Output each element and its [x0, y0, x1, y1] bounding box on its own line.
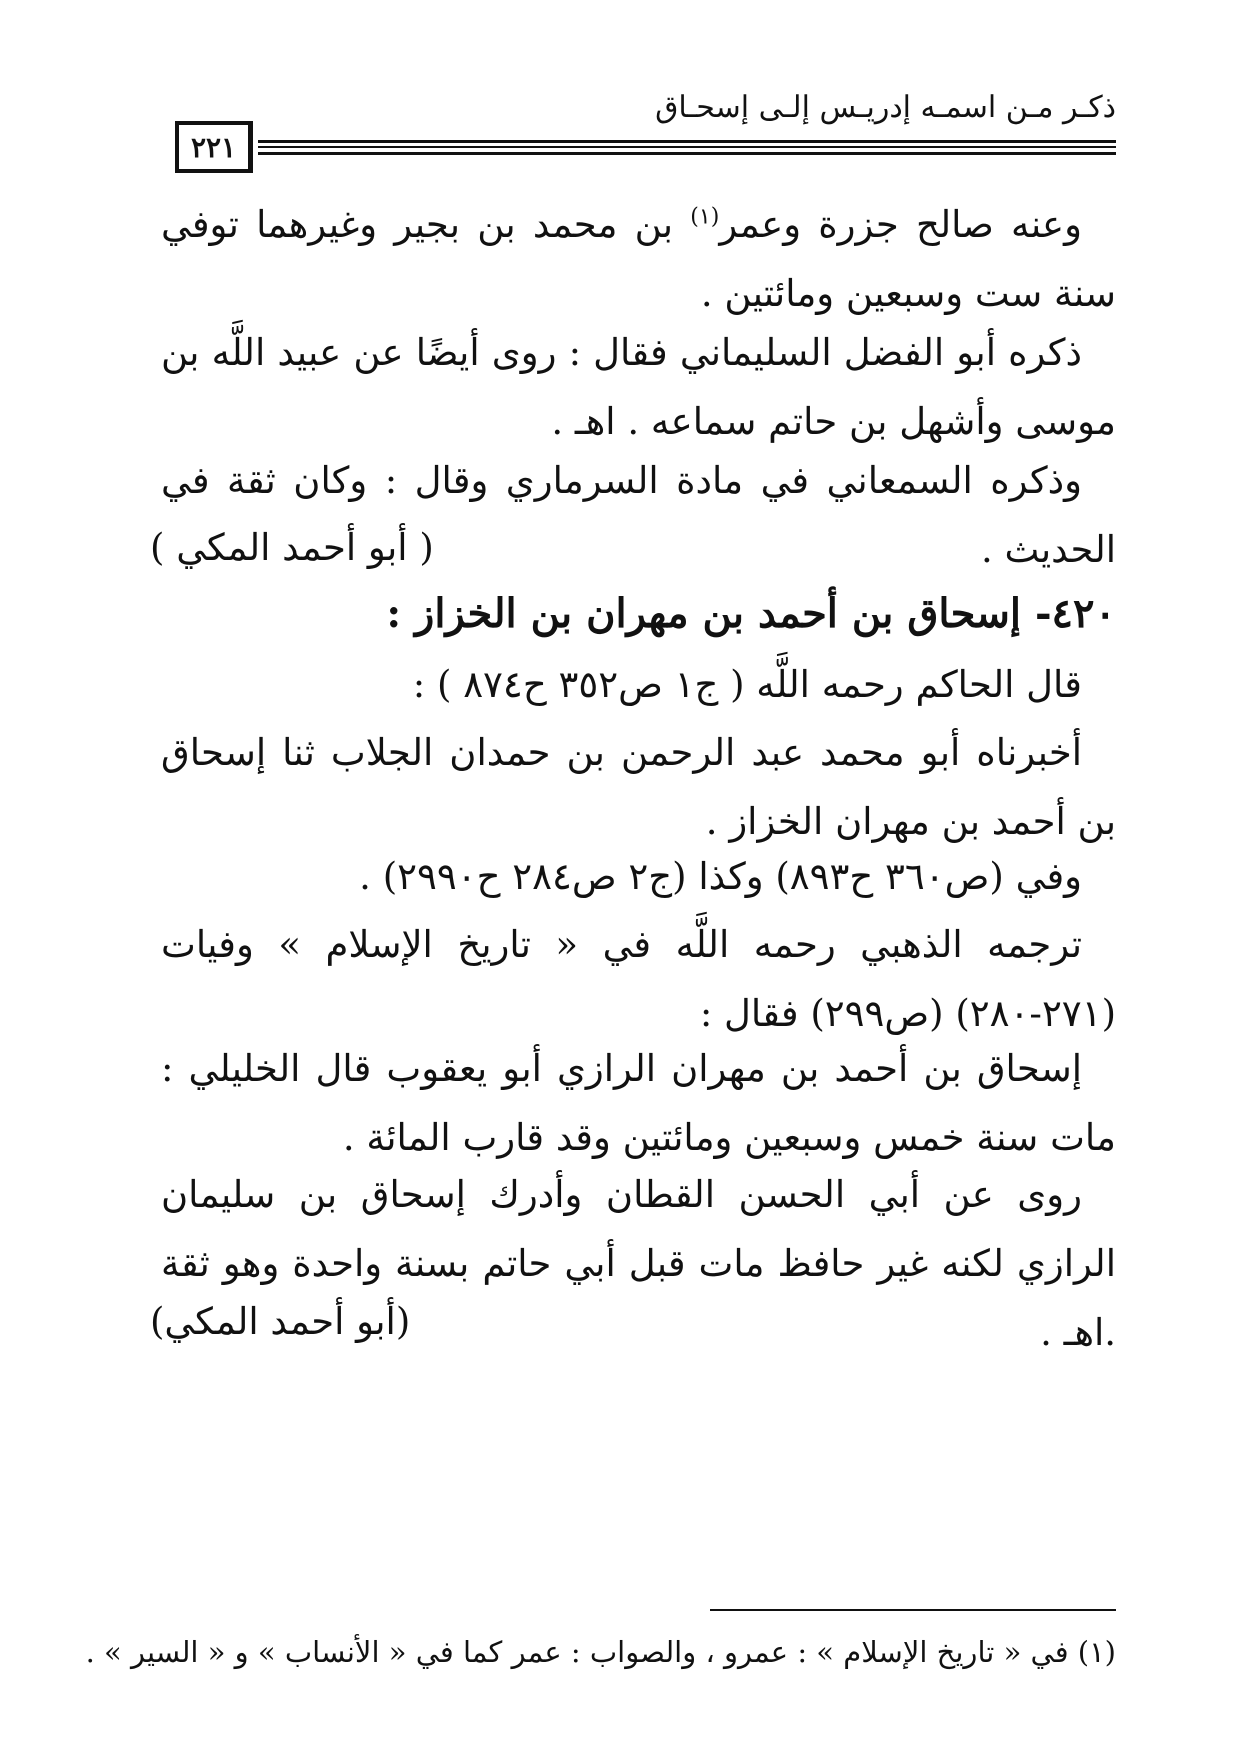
- paragraph-5: أخبرناه أبو محمد عبد الرحمن بن حمدان الجلاب ثنا إسحاق بن أحمد بن مهران الخزاز .: [161, 731, 1116, 843]
- footnote-separator: [710, 1609, 1116, 1611]
- page-number: [175, 121, 253, 173]
- paragraph-1: [161, 190, 1116, 328]
- paragraph-8: إسحاق بن أحمد بن مهران الرازي أبو يعقوب قال الخليلي : مات سنة خمس وسبعين ومائتين وقد قارب المائة .: [161, 1047, 1116, 1159]
- paragraph-7: ترجمه الذهبي رحمه اللَّه في « تاريخ الإسلام » وفيات (٢٧١-٢٨٠) (ص٢٩٩) فقال :: [161, 923, 1116, 1035]
- header-rule: [258, 146, 1116, 148]
- running-header-title: ذكـر مـن اسمـه إدريـس إلـى إسحـاق: [655, 90, 1116, 125]
- header-rule: [258, 140, 1116, 143]
- paragraph-4: قال الحاكم رحمه اللَّه ( ج١ ص٣٥٢ ح٨٧٤ ) :: [412, 663, 1082, 706]
- footnote-marker[interactable]: (١): [690, 204, 720, 230]
- footnote-1: (١) في « تاريخ الإسلام » : عمرو ، والصواب : عمر كما في « الأنساب » و « السير » .: [85, 1635, 1116, 1669]
- signature-1: ( أبو أحمد المكي ): [150, 526, 434, 569]
- paragraph-6: وفي (ص٣٦٠ ح٨٩٣) وكذا (ج٢ ص٢٨٤ ح٢٩٩٠) .: [359, 855, 1082, 898]
- paragraph-9: روى عن أبي الحسن القطان وأدرك إسحاق بن سليمان الرازي لكنه غير حافظ مات قبل أبي حاتم بسنة واحدة وهو ثقة .اهـ .: [161, 1173, 1116, 1354]
- paragraph-1-end: بن محمد بن بجير وغيرهما توفي سنة ست وسبعين ومائتين .: [161, 203, 1116, 315]
- header-rule: [258, 152, 1116, 155]
- page-number-text: ٢٢١: [190, 130, 237, 164]
- signature-2: (أبو أحمد المكي): [150, 1300, 411, 1343]
- paragraph-3: وذكره السمعاني في مادة السرماري وقال : وكان ثقة في الحديث .: [161, 459, 1116, 571]
- paragraph-2: ذكره أبو الفضل السليماني فقال : روى أيضًا عن عبيد اللَّه بن موسى وأشهل بن حاتم سماعه . اهـ .: [161, 331, 1116, 443]
- paragraph-1-start: وعنه صالح جزرة وعمر: [719, 203, 1082, 246]
- entry-heading: ٤٢٠- إسحاق بن أحمد بن مهران بن الخزاز :: [386, 590, 1116, 637]
